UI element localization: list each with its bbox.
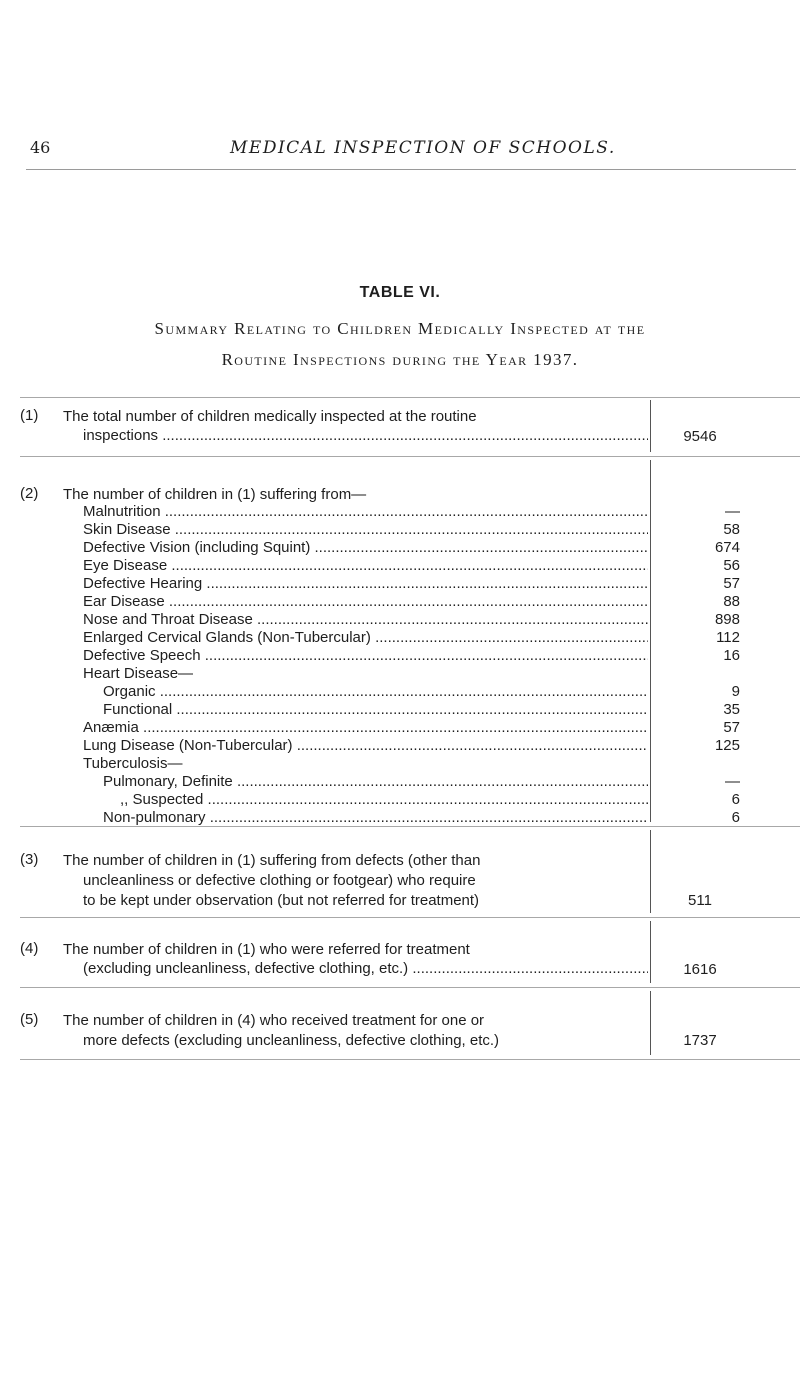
defect-group-heading: Tuberculosis—: [83, 755, 183, 772]
defect-row: Pulmonary, Definite .....: [103, 773, 648, 791]
defect-group-heading: Heart Disease—: [83, 665, 194, 682]
defect-row: ,, Suspected .....: [120, 791, 648, 809]
section-text: The total number of children medically inspected at the routine: [63, 408, 477, 425]
defect-value: 674: [714, 539, 740, 556]
defect-value: 112: [716, 629, 740, 646]
section-value: 1616: [683, 961, 717, 978]
defect-value: 16: [723, 647, 740, 664]
defect-value: 35: [723, 701, 740, 718]
defect-row: Defective Hearing .....: [83, 575, 648, 593]
table-rule: [20, 917, 800, 918]
defect-row: Anæmia .....: [83, 719, 648, 737]
defect-value: 125: [714, 737, 740, 754]
defect-value: 57: [723, 719, 740, 736]
defect-value: 88: [723, 593, 740, 610]
section-number: (5): [20, 1011, 39, 1028]
defect-value: —: [725, 773, 740, 790]
section-number: (1): [20, 407, 39, 424]
section-value: 511: [688, 892, 712, 909]
table-rule: [20, 987, 800, 988]
defect-row: Nose and Throat Disease .....: [83, 611, 648, 629]
section-text: to be kept under observation (but not referred for treatment): [83, 892, 480, 909]
section-text-dotted: (excluding uncleanliness, defective clothing, etc.) .....: [83, 960, 648, 978]
table-rule: [20, 1059, 800, 1060]
section-text: uncleanliness or defective clothing or footgear) who require: [83, 872, 476, 889]
section-text: The number of children in (1) suffering from—: [63, 486, 367, 503]
defect-row: Malnutrition .....: [83, 503, 648, 521]
defect-value: 56: [723, 557, 740, 574]
section-value: 9546: [683, 428, 717, 445]
defect-row: Eye Disease .....: [83, 557, 648, 575]
table-subtitle-line2: Routine Inspections during the Year 1937.: [221, 350, 579, 369]
running-title: MEDICAL INSPECTION OF SCHOOLS.: [230, 138, 616, 158]
defect-row: Ear Disease .....: [83, 593, 648, 611]
defect-row: Skin Disease .....: [83, 521, 648, 539]
defect-row: Functional .....: [103, 701, 648, 719]
table-subtitle-line1: Summary Relating to Children Medically Inspected at the: [154, 319, 646, 338]
defect-row: Lung Disease (Non-Tubercular) .....: [83, 737, 648, 755]
defect-value: 57: [723, 575, 740, 592]
section-number: (3): [20, 851, 39, 868]
defect-value: 9: [731, 683, 740, 700]
table-title: TABLE VI.: [359, 284, 441, 301]
header-rule: [26, 169, 796, 170]
section-text: The number of children in (1) who were referred for treatment: [63, 941, 470, 958]
section-number: (4): [20, 940, 39, 957]
defect-row: Organic .....: [103, 683, 648, 701]
section-text-dotted: inspections .....: [83, 427, 648, 445]
page-number: 46: [30, 138, 51, 157]
defect-row: Non-pulmonary .....: [103, 809, 648, 827]
section-text: more defects (excluding uncleanliness, defective clothing, etc.): [83, 1032, 500, 1049]
defect-value: 58: [723, 521, 740, 538]
defect-value: 6: [731, 809, 740, 826]
section-number: (2): [20, 485, 39, 502]
section-text: The number of children in (1) suffering from defects (other than: [63, 852, 481, 869]
table-rule: [20, 456, 800, 457]
defect-row: Defective Vision (including Squint) .....: [83, 539, 648, 557]
section-value: 1737: [683, 1032, 717, 1049]
defect-row: Defective Speech .....: [83, 647, 648, 665]
defect-value: —: [725, 503, 740, 520]
table-rule: [20, 397, 800, 398]
defect-value: 6: [731, 791, 740, 808]
defect-row: Enlarged Cervical Glands (Non-Tubercular) .....: [83, 629, 648, 647]
page-header: [30, 138, 770, 162]
section-text: The number of children in (4) who received treatment for one or: [63, 1012, 485, 1029]
defect-value: 898: [714, 611, 740, 628]
